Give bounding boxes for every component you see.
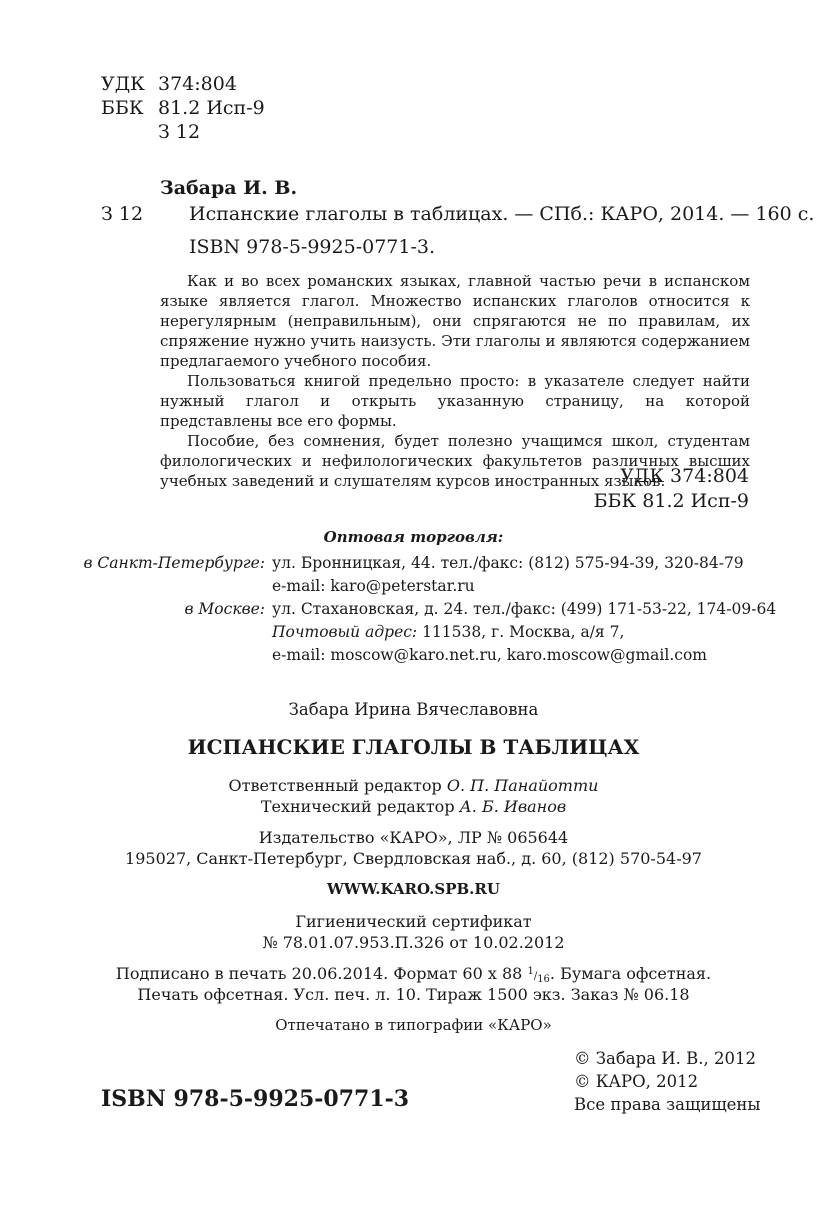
editor-name: О. П. Панайотти	[446, 776, 599, 795]
tech-editor-label: Технический редактор	[260, 797, 455, 816]
copyright-publisher: © КАРО, 2012	[574, 1072, 699, 1091]
website: WWW.KARO.SPB.RU	[327, 880, 500, 898]
contact-spb-address: ул. Бронницкая, 44. тел./факс: (812) 575-94-39, 320-84-79	[272, 554, 744, 572]
copyright-block	[574, 1047, 761, 1116]
postal-label: Почтовый адрес:	[272, 623, 418, 641]
bbk-right: ББК 81.2 Исп-9	[593, 490, 749, 512]
wholesale-heading: Оптовая торговля:	[323, 528, 504, 546]
contact-moscow-postal	[272, 621, 776, 644]
print-signed: Подписано в печать 20.06.2014. Формат 60 х 88	[115, 964, 523, 983]
contact-moscow-address: ул. Стахановская, д. 24. тел./факс: (499) 171-53-22, 174-09-64	[272, 600, 777, 618]
rights-reserved: Все права защищены	[574, 1095, 761, 1114]
contact-moscow-email: e-mail: moscow@karo.net.ru, karo.moscow@gmail.com	[272, 646, 707, 664]
contact-moscow	[0, 598, 827, 668]
bib-title-line: Испанские глаголы в таблицах. — СПб.: КАРО, 2014. — 160 с.	[189, 203, 815, 225]
bib-isbn: ISBN 978-5-9925-0771-3.	[189, 236, 436, 258]
tech-editor-name: А. Б. Иванов	[459, 797, 567, 816]
bbk-label: ББК	[101, 97, 144, 119]
copyright-author: © Забара И. В., 2012	[574, 1049, 757, 1068]
abstract-paragraph: Пользоваться книгой предельно просто: в указателе следует найти нужный глагол и открыть указанную страницу, на которой представлены все его формы.	[160, 372, 750, 430]
format-numerator: 1	[527, 966, 534, 977]
certificate-number: № 78.01.07.953.П.326 от 10.02.2012	[262, 933, 565, 952]
contact-spb	[0, 552, 827, 600]
book-title: ИСПАНСКИЕ ГЛАГОЛЫ В ТАБЛИЦАХ	[187, 735, 640, 759]
publisher-address: 195027, Санкт-Петербург, Свердловская наб., д. 60, (812) 570-54-97	[125, 849, 702, 868]
footer-isbn: ISBN 978-5-9925-0771-3	[101, 1086, 410, 1112]
print-signed-line	[0, 964, 827, 985]
postal-value: 111538, г. Москва, а/я 7,	[422, 623, 625, 641]
author-full-name: Забара Ирина Вячеславовна	[288, 700, 539, 719]
abstract	[160, 271, 750, 491]
bbk-value: 81.2 Исп-9	[158, 97, 265, 119]
author-mark-row	[101, 120, 265, 144]
print-paper: . Бумага офсетная.	[549, 964, 712, 983]
udk-row	[101, 72, 265, 96]
format-denominator: 16	[537, 974, 550, 985]
publisher-line: Издательство «КАРО», ЛР № 065644	[258, 828, 569, 847]
contact-moscow-label: в Москве:	[184, 600, 265, 618]
bbk-row	[101, 96, 265, 120]
editor-label: Ответственный редактор	[228, 776, 442, 795]
udk-label: УДК	[101, 73, 145, 95]
udk-value: 374:804	[158, 73, 237, 95]
abstract-paragraph: Как и во всех романских языках, главной частью речи в испанском языке является глагол. Множество испанских глаголов относится к нерегулярным (неправильным), они спрягаются не по правилам, их спряжение нужно учить наизусть. Эти глаголы и являются содержанием предлагаемого учебного пособия.	[160, 272, 750, 370]
contact-spb-email: e-mail: karo@peterstar.ru	[272, 577, 475, 595]
format-fraction: $^1/_{16}$	[527, 966, 550, 985]
author-mark: З 12	[158, 121, 201, 143]
classification-block	[101, 72, 265, 144]
udk-right: УДК 374:804	[620, 465, 749, 487]
bib-author: Забара И. В.	[160, 177, 298, 199]
printed-at: Отпечатано в типографии «КАРО»	[275, 1016, 552, 1034]
print-details: Печать офсетная. Усл. печ. л. 10. Тираж 1500 экз. Заказ № 06.18	[137, 985, 690, 1004]
abstract-paragraph: Пособие, без сомнения, будет полезно учащимся школ, студентам филологических и нефилологических факультетов различных высших учебных заведений и слушателям курсов иностранных языков.	[160, 432, 750, 490]
contact-spb-label: в Санкт-Петербурге:	[83, 554, 265, 572]
certificate-title: Гигиенический сертификат	[295, 912, 532, 931]
bib-mark: З 12	[101, 203, 144, 225]
editor-line	[0, 776, 827, 795]
tech-editor-line	[0, 797, 827, 816]
